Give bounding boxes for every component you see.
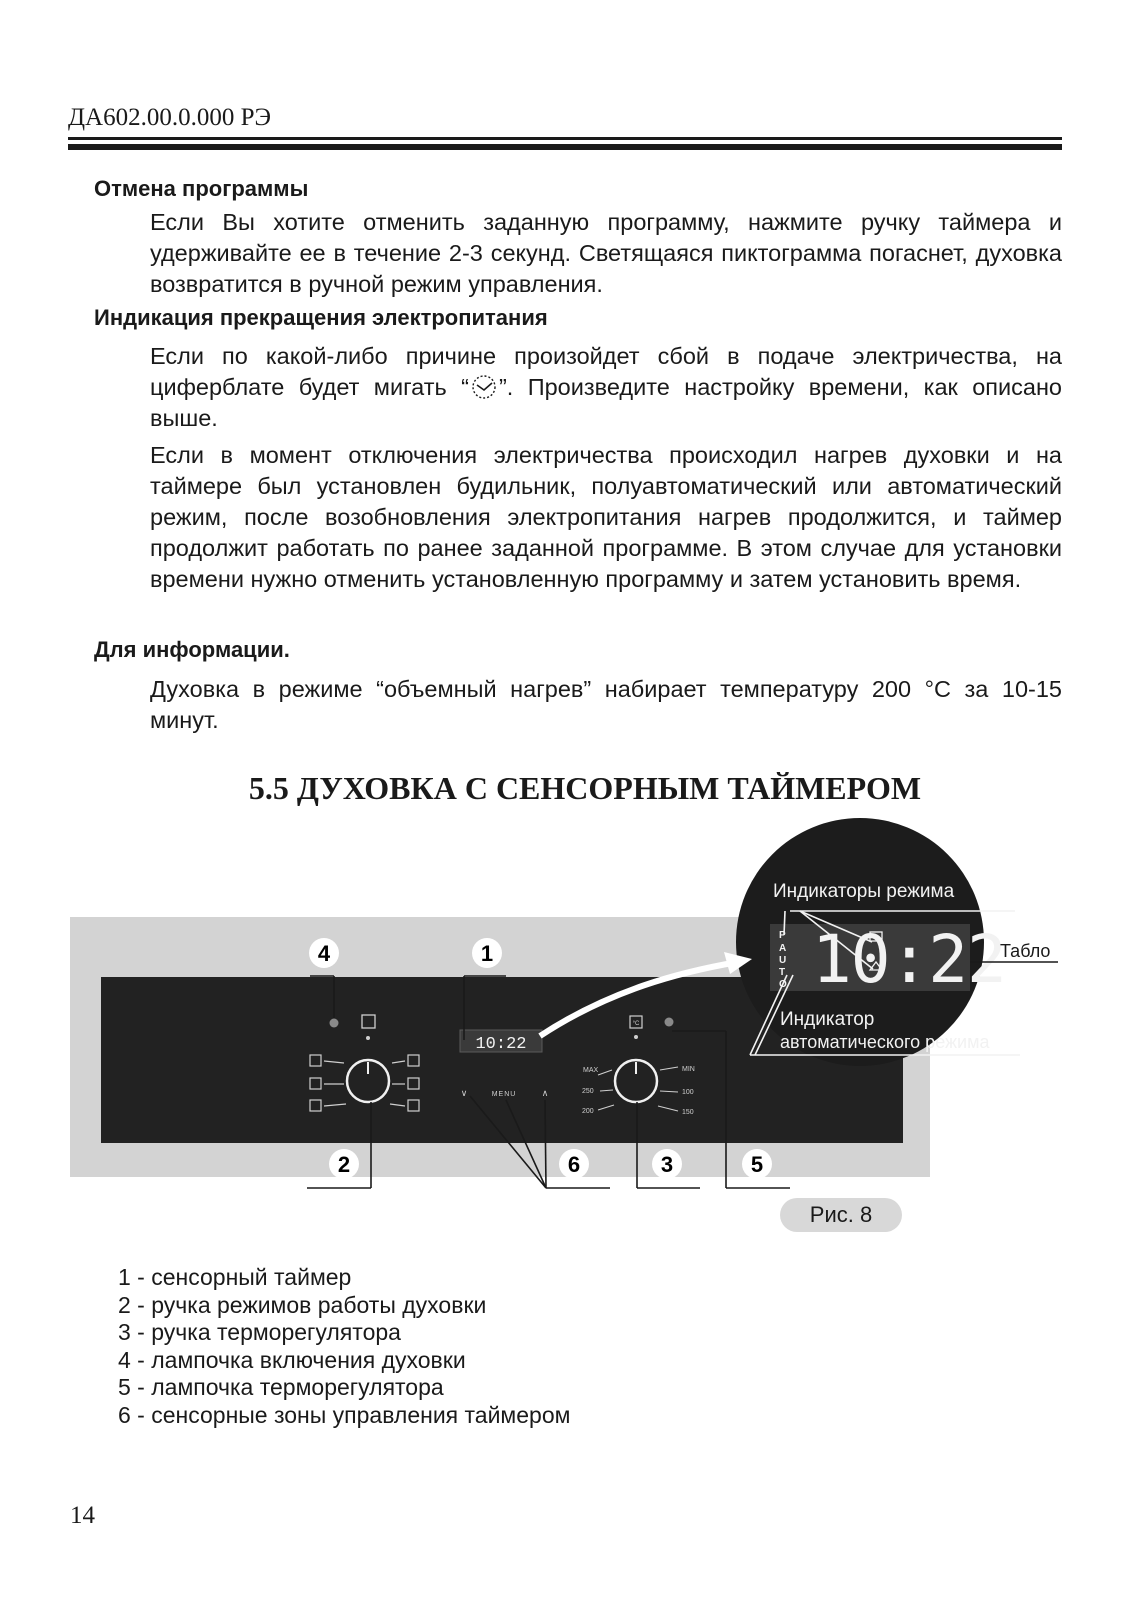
label-auto-indicator-line2: автоматического режима	[780, 1032, 990, 1052]
legend-item: 1 - сенсорный таймер	[118, 1264, 352, 1290]
label-mode-indicators: Индикаторы режима	[773, 881, 955, 902]
callout-3: 3	[660, 1152, 674, 1177]
auto-letter-o: O	[779, 979, 787, 990]
mode-pointer-dot	[366, 1036, 370, 1040]
callout-1: 1	[480, 941, 494, 966]
figure-caption: Рис. 8	[780, 1198, 902, 1232]
thermostat-lamp	[665, 1018, 674, 1027]
heading-for-information: Для информации.	[94, 637, 290, 662]
thermostat-pointer-dot	[634, 1035, 638, 1039]
paragraph-power-failure-2: Если в момент отключения электричества происходил нагрев духовки и на таймере был установлен будильник, полуавтоматический или автоматический режим, после возобновления электропитания нагрев продолжится, и таймер продолжит работать по ранее заданной программе. В этом случае для установки времени нужно отменить установленную программу и затем установить время.	[150, 442, 1062, 592]
label-display: Табло	[1000, 941, 1051, 961]
oven-power-lamp	[330, 1019, 339, 1028]
panel-display-time: 10:22	[475, 1035, 527, 1054]
touch-zone-right-mark[interactable]: ∧	[541, 1088, 549, 1098]
zoom-display-time: 10:22	[812, 921, 1006, 998]
menu-touch-zone[interactable]: MENU	[491, 1091, 517, 1098]
thermo-250-label: 250	[582, 1088, 594, 1095]
thermo-min-label: MIN	[682, 1066, 695, 1073]
header-rule-thick	[68, 144, 1062, 150]
thermo-150-label: 150	[682, 1109, 694, 1116]
legend-item: 4 - лампочка включения духовки	[118, 1346, 466, 1373]
legend-item: 3 - ручка терморегулятора	[118, 1319, 401, 1345]
auto-letter-a: A	[779, 943, 787, 954]
thermo-max-label: MAX	[583, 1067, 599, 1074]
legend-item: 5 - лампочка терморегулятора	[118, 1374, 444, 1400]
paragraph-text-after-icon: ”. Произведите настройку времени, как описано выше.	[150, 374, 1062, 431]
heading-cancel-program: Отмена программы	[94, 176, 309, 201]
clock-icon	[469, 374, 499, 400]
paragraph-cancel-program: Если Вы хотите отменить заданную программу, нажмите ручку таймера и удерживайте ее в течение 2-3 секунд. Светящаяся пиктограмма погаснет, духовка возвратится в ручной режим управления.	[150, 209, 1062, 297]
auto-letter-u: U	[779, 955, 787, 966]
paragraph-text-before-icon: Если по какой-либо причине произойдет сбой в подаче электричества, на циферблате будет мигать “	[150, 343, 1062, 400]
auto-letter-p: P	[779, 930, 786, 941]
callout-4: 4	[317, 941, 331, 966]
legend-item: 6 - сенсорные зоны управления таймером	[118, 1401, 571, 1428]
callout-6: 6	[567, 1152, 581, 1177]
header-rule-thin	[68, 137, 1062, 140]
section-title: 5.5 ДУХОВКА С СЕНСОРНЫМ ТАЙМЕРОМ	[248, 770, 922, 806]
paragraph-for-information: Духовка в режиме “объемный нагрев” набирает температуру 200 °С за 10-15 минут.	[150, 676, 1062, 733]
paragraph-power-failure-1	[150, 341, 1062, 434]
page-number: 14	[70, 1502, 95, 1529]
callout-2: 2	[337, 1152, 351, 1177]
callout-5: 5	[750, 1152, 764, 1177]
document-code: ДА602.00.0.000 РЭ	[68, 104, 272, 131]
figure-legend	[118, 1264, 570, 1429]
thermo-100-label: 100	[682, 1089, 694, 1096]
label-auto-indicator-line1: Индикатор	[780, 1009, 875, 1030]
thermo-200-label: 200	[582, 1108, 594, 1115]
heading-power-failure: Индикация прекращения электропитания	[94, 305, 548, 330]
touch-zone-left-mark[interactable]: ∨	[460, 1088, 468, 1098]
legend-item: 2 - ручка режимов работы духовки	[118, 1291, 487, 1318]
thermostat-top-icon-glyph: °C	[632, 1021, 640, 1027]
auto-letter-t: T	[779, 967, 786, 978]
